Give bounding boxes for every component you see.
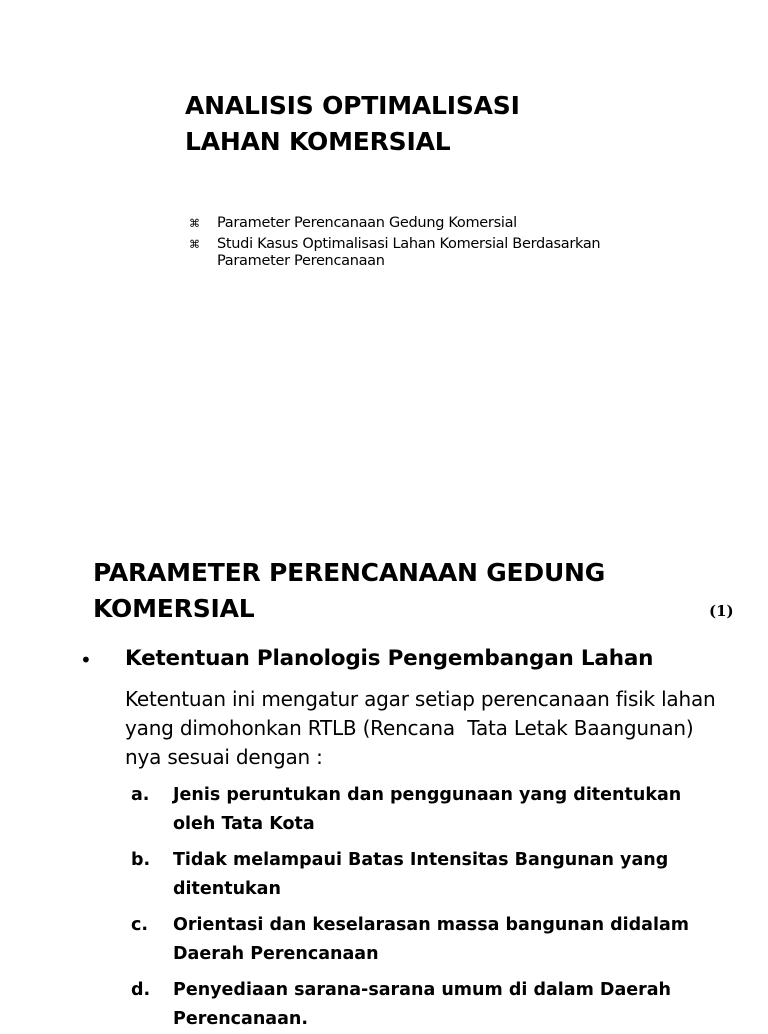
list-item-letter: b. [131,850,151,870]
paragraph-line: Ketentuan ini mengatur agar setiap perencanaan fisik lahan [125,687,716,711]
slide2-title-line: PARAMETER PERENCANAAN GEDUNG [93,558,606,587]
body-paragraph [125,685,725,772]
list-item-letter: a. [131,785,150,805]
slide1-bullet-text: Studi Kasus Optimalisasi Lahan Komersial Berdasarkan [217,236,601,252]
list-item-text: Orientasi dan keselarasan massa bangunan didalam [173,915,690,935]
list-item-text: ditentukan [173,879,281,899]
list-item-text: Tidak melampaui Batas Intensitas Bangunan yang [173,850,669,870]
command-symbol-icon: ⌘ [189,217,200,230]
list-item-text: Penyediaan sarana-sarana umum di dalam Daerah [173,980,672,1000]
list-item-letter: d. [131,980,151,1000]
slide2-title [93,555,653,627]
list-item [131,781,731,839]
list-item [131,846,731,904]
slide1-bullet-item [189,215,629,232]
slide2-title-line: KOMERSIAL [93,594,255,623]
list-item-text: Daerah Perencanaan [173,944,379,964]
list-item-letter: c. [131,915,149,935]
slide1-title-line: ANALISIS OPTIMALISASI [185,91,520,120]
list-item-text: Jenis peruntukan dan penggunaan yang ditentukan [173,785,682,805]
slide1-bullet-text: Parameter Perencanaan [217,253,385,269]
slide1-bullet-text: Parameter Perencanaan Gedung Komersial [217,215,517,231]
slide1-title [185,88,705,160]
page-number: (1) [709,602,734,620]
paragraph-line: yang dimohonkan RTLB (Rencana Tata Letak Baangunan) [125,716,694,740]
slide1-bullet-item [189,236,629,270]
list-item-text: oleh Tata Kota [173,814,315,834]
list-item [131,911,731,969]
paragraph-line: nya sesuai dengan : [125,745,323,769]
command-symbol-icon: ⌘ [189,238,200,251]
section-heading: Ketentuan Planologis Pengembangan Lahan [125,646,654,671]
bullet-icon: • [80,648,92,672]
slide1-title-line: LAHAN KOMERSIAL [185,127,451,156]
list-item-text: Perencanaan. [173,1009,309,1029]
list-item [131,976,731,1034]
